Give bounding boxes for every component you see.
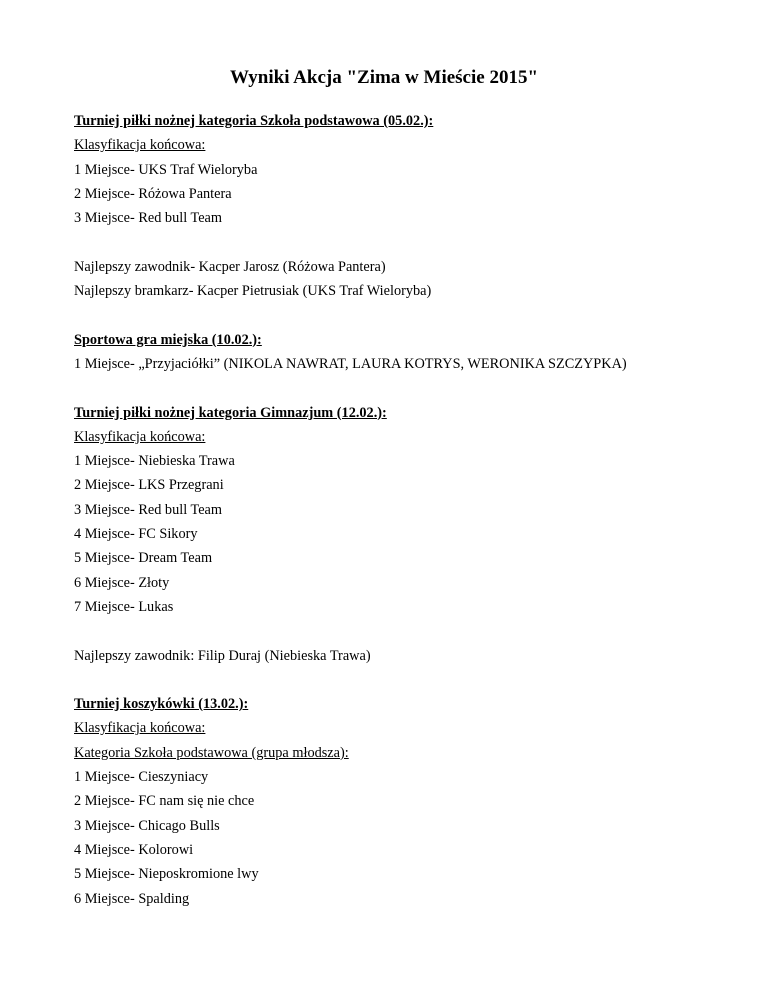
spacer xyxy=(74,376,734,400)
place-item: 2 Miejsce- Różowa Pantera xyxy=(74,185,232,202)
best-goalkeeper-note: Najlepszy bramkarz- Kacper Pietrusiak (UKS Traf Wieloryba) xyxy=(74,283,432,300)
place-item: 5 Miejsce- Nieposkromione lwy xyxy=(74,866,259,883)
place-item: 1 Miejsce- Cieszyniacy xyxy=(74,769,209,786)
spacer xyxy=(74,619,734,643)
place-item: 6 Miejsce- Spalding xyxy=(74,890,190,907)
results-content xyxy=(74,109,734,911)
section-heading: Sportowa gra miejska (10.02.): xyxy=(74,331,262,348)
place-item: 3 Miejsce- Red bull Team xyxy=(74,501,223,518)
section-subheading: Klasyfikacja końcowa: xyxy=(74,720,206,737)
section-football-primary xyxy=(74,109,734,328)
place-item: 4 Miejsce- Kolorowi xyxy=(74,841,194,858)
place-item: 4 Miejsce- FC Sikory xyxy=(74,526,198,543)
place-item: 1 Miejsce- „Przyjaciółki” (NIKOLA NAWRAT, LAURA KOTRYS, WERONIKA SZCZYPKA) xyxy=(74,355,627,372)
spacer xyxy=(74,668,734,692)
place-item: 5 Miejsce- Dream Team xyxy=(74,550,213,567)
place-item: 3 Miejsce- Red bull Team xyxy=(74,210,223,227)
place-item: 3 Miejsce- Chicago Bulls xyxy=(74,817,220,834)
place-item: 7 Miejsce- Lukas xyxy=(74,598,174,615)
place-item: 2 Miejsce- LKS Przegrani xyxy=(74,477,224,494)
place-item: 6 Miejsce- Złoty xyxy=(74,574,170,591)
spacer xyxy=(74,230,734,254)
section-city-game xyxy=(74,328,734,401)
section-football-gymnasium xyxy=(74,401,734,693)
section-heading: Turniej koszykówki (13.02.): xyxy=(74,696,249,713)
page-title: Wyniki Akcja "Zima w Mieście 2015" xyxy=(229,67,539,88)
category-subheading: Kategoria Szkoła podstawowa (grupa młodsza): xyxy=(74,744,349,761)
section-subheading: Klasyfikacja końcowa: xyxy=(74,137,206,154)
section-heading: Turniej piłki nożnej kategoria Gimnazjum (12.02.): xyxy=(74,404,387,421)
section-basketball xyxy=(74,692,734,911)
section-subheading: Klasyfikacja końcowa: xyxy=(74,428,206,445)
section-heading: Turniej piłki nożnej kategoria Szkoła podstawowa (05.02.): xyxy=(74,113,434,129)
place-item: 1 Miejsce- Niebieska Trawa xyxy=(74,453,235,470)
place-item: 2 Miejsce- FC nam się nie chce xyxy=(74,793,255,810)
best-player-note: Najlepszy zawodnik: Filip Duraj (Niebieska Trawa) xyxy=(74,647,371,664)
spacer xyxy=(74,303,734,327)
best-player-note: Najlepszy zawodnik- Kacper Jarosz (Różowa Pantera) xyxy=(74,258,386,275)
place-item: 1 Miejsce- UKS Traf Wieloryba xyxy=(74,161,258,178)
